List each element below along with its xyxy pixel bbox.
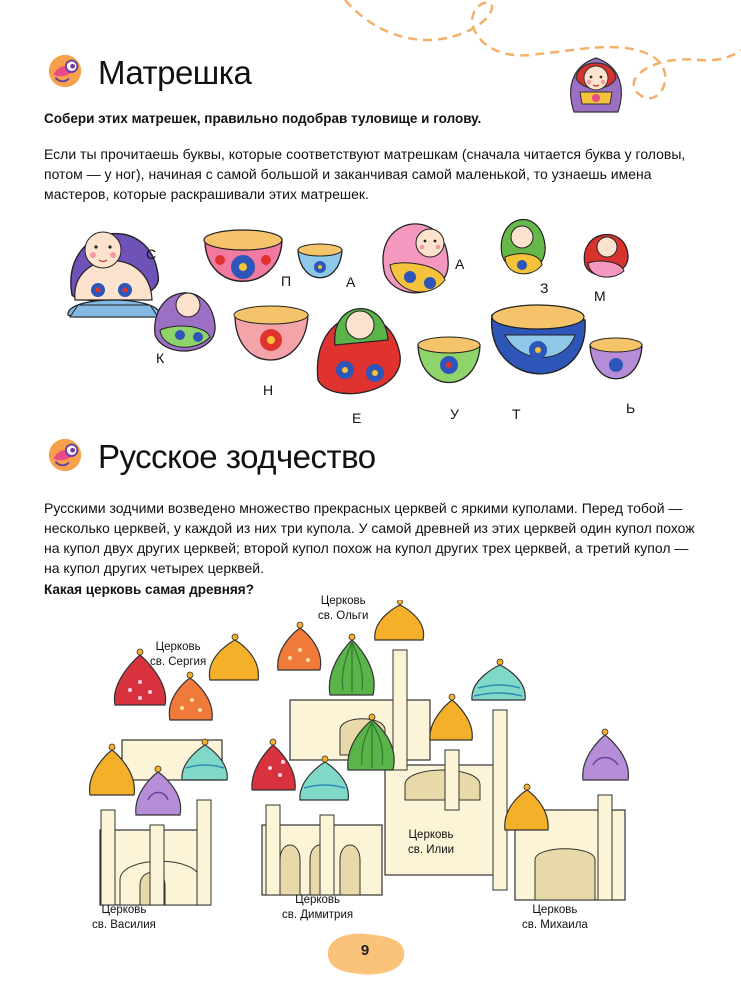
matryoshka-question: Собери этих матрешек, правильно подобрав туловище и голову.	[44, 111, 482, 126]
letter-label: М	[594, 288, 606, 304]
matryoshka-bottom-part	[234, 306, 308, 360]
church-label-line: Церковь	[408, 829, 454, 841]
matryoshka-bottom-part	[492, 305, 586, 374]
paragraph-line: на купол других четырех церквей.	[44, 560, 265, 576]
paragraph-line: на купол двух других церквей; второй купол похож на купол других трех церквей, а третий купол —	[44, 540, 689, 556]
churches-illustration	[0, 600, 741, 915]
church-label-iliya	[408, 828, 454, 858]
church-label-line: св. Димитрия	[282, 909, 354, 921]
letter-label: Ь	[626, 400, 636, 416]
matryoshka-head-large	[317, 309, 400, 394]
section-title-architecture: Русское зодчество	[98, 438, 376, 475]
paragraph-line: потом — у ног), начиная с самой большой и заканчивая самой маленькой, то узнаешь имена	[44, 166, 652, 182]
church-label-line: Церковь	[532, 904, 578, 916]
matryoshka-bottom-part	[590, 338, 642, 379]
church-label-line: Церковь	[101, 904, 147, 916]
letter-label: А	[455, 256, 465, 272]
church-label-vasiliy	[92, 903, 156, 933]
matryoshka-head	[155, 293, 215, 351]
church-label-line: св. Михаила	[522, 919, 588, 931]
church-label-dmitriy	[282, 893, 353, 923]
church-label-line: св. Ольги	[318, 610, 369, 622]
matryoshka-paragraph	[44, 144, 685, 204]
letter-label: З	[540, 280, 549, 296]
paragraph-line: мастеров, которые раскрашивали этих матрешек.	[44, 186, 369, 202]
letter-label: С	[146, 246, 157, 262]
letter-label: Е	[352, 410, 362, 426]
letter-label: Н	[263, 382, 274, 398]
matryoshka-puzzle-illustration	[0, 205, 741, 430]
matryoshka-head	[501, 220, 545, 274]
matryoshka-bottom-part	[298, 244, 342, 278]
church-label-olga	[318, 594, 368, 624]
church-label-line: св. Сергия	[150, 656, 207, 668]
matryoshka-bottom-part	[204, 230, 282, 281]
paragraph-line: несколько церквей, у каждой из них три купола. У самой древней из этих церквей один купол похож	[44, 520, 695, 536]
paragraph-line: Если ты прочитаешь буквы, которые соответствуют матрешкам (сначала читается буква у головы,	[44, 146, 686, 162]
chameleon-icon	[46, 436, 84, 474]
letter-label: Т	[512, 406, 521, 422]
church-label-line: Церковь	[295, 894, 341, 906]
letter-label: А	[346, 274, 356, 290]
matryoshka-head	[584, 234, 628, 277]
letter-label: У	[450, 406, 459, 422]
letter-label: П	[281, 273, 292, 289]
matryoshka-bottom-part	[418, 337, 480, 383]
architecture-paragraph	[44, 498, 695, 578]
church-label-mikhail	[522, 903, 588, 933]
paragraph-line: Русскими зодчими возведено множество прекрасных церквей с яркими куполами. Перед тобой —	[44, 500, 683, 516]
church-label-line: св. Василия	[92, 919, 156, 931]
matryoshka-head	[383, 224, 448, 293]
letter-label: К	[156, 350, 165, 366]
section-title-matryoshka: Матрешка	[98, 54, 252, 91]
chameleon-icon	[46, 52, 84, 90]
church-label-line: св. Илии	[408, 844, 455, 856]
matryoshka-head-large	[68, 232, 160, 317]
church-label-sergiy	[150, 640, 206, 670]
page-number: 9	[360, 942, 370, 959]
church-label-line: Церковь	[155, 641, 201, 653]
matryoshka-illustration	[560, 48, 632, 114]
church-label-line: Церковь	[320, 595, 366, 607]
architecture-question: Какая церковь самая древняя?	[44, 582, 254, 597]
